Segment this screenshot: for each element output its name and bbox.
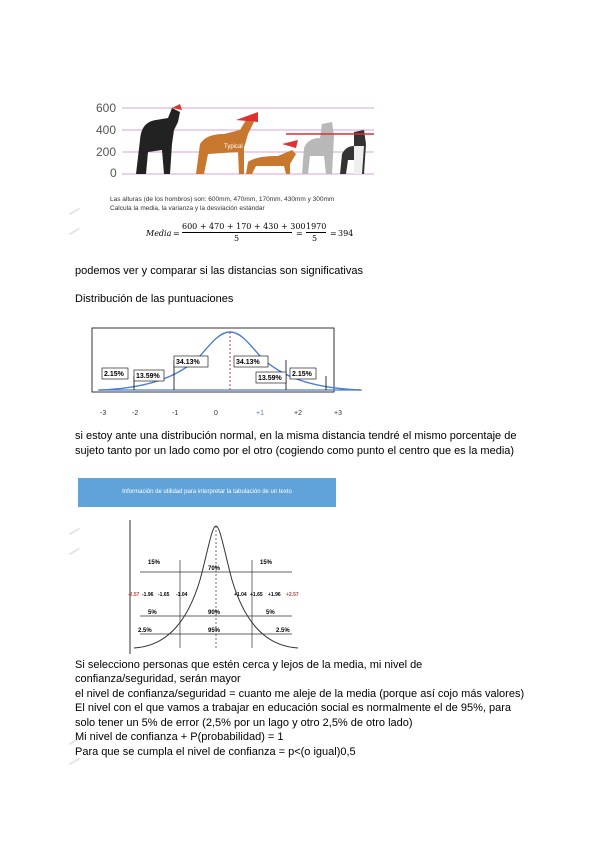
banner-text: Información de utilidad para interpretar la tabulación de un texto xyxy=(122,489,292,495)
center-pct: 95% xyxy=(208,628,221,634)
pct-label: 13.59% xyxy=(258,375,282,382)
paragraph-1: podemos ver y comparar si las distancias son significativas xyxy=(75,265,363,277)
paragraph-4-line-3: el nivel de confianza/seguridad = cuanto me aleje de la media (porque así cojo más valores) xyxy=(75,688,525,700)
pct-label: 2.15% xyxy=(292,371,312,378)
paragraph-4-line-6: Mi nivel de confianza + P(probabilidad) = 1 xyxy=(75,731,284,743)
section-heading: Distribución de las puntuaciones xyxy=(75,293,234,305)
z-value: -2.57 xyxy=(128,592,140,598)
formula-result: 394 xyxy=(338,229,354,238)
tail-pct: 2.5% xyxy=(276,628,290,634)
dogs-caption-line-1: Las alturas (de los hombros) son: 600mm, 470mm, 170mm, 430mm y 300mm xyxy=(110,196,335,203)
tail-pct: 2.5% xyxy=(138,628,152,634)
y-tick: 200 xyxy=(96,145,117,159)
confidence-interval-figure xyxy=(128,520,304,654)
paragraph-4-line-7: Para que se cumpla el nivel de confianza = p<(o igual)0,5 xyxy=(75,746,356,758)
tail-pct: 15% xyxy=(260,560,273,566)
paragraph-4-line-5: solo tener un 5% de error (2,5% por un lago y otro 2,5% de otro lado) xyxy=(75,717,413,729)
x-tick: -3 xyxy=(100,410,107,417)
y-tick: 400 xyxy=(96,123,117,137)
pct-label: 2.15% xyxy=(104,371,124,378)
x-tick: +2 xyxy=(294,410,302,417)
pct-label: 34.13% xyxy=(176,359,200,366)
z-value: -1.96 xyxy=(142,592,154,598)
paragraph-4-line-4: El nivel con el que vamos a trabajar en educación social es normalmente el de 95%, para xyxy=(75,702,511,714)
dachshund-shape xyxy=(246,150,296,174)
inner-label: Typical standard dev xyxy=(224,144,280,150)
x-tick: -2 xyxy=(132,410,139,417)
normal-distribution-figure xyxy=(90,326,370,418)
paragraph-4-line-2: confianza/seguridad, serán mayor xyxy=(75,673,241,685)
tail-pct: 5% xyxy=(266,610,275,616)
z-value: +1.04 xyxy=(234,592,247,598)
z-value: +2.57 xyxy=(286,592,299,598)
x-tick: 0 xyxy=(214,410,218,417)
paragraph-4-line-1: Si selecciono personas que estén cerca y lejos de la media, mi nivel de xyxy=(75,659,423,671)
x-tick: +3 xyxy=(334,410,342,417)
center-pct: 90% xyxy=(208,610,221,616)
tail-pct: 5% xyxy=(148,610,157,616)
dogs-caption-line-2: Calcula la media, la varianza y la desviación estándar xyxy=(110,205,265,212)
y-tick: 600 xyxy=(96,101,117,115)
pct-label: 34.13% xyxy=(236,359,260,366)
pct-label: 13.59% xyxy=(136,373,160,380)
formula-numerator-2: 1970 xyxy=(306,222,327,231)
center-pct: 70% xyxy=(208,566,221,572)
tail-pct: 15% xyxy=(148,560,161,566)
info-banner xyxy=(78,478,336,507)
paragraph-3-line-2: sujeto tanto por un lado como por el otro (cogiendo como punto el centro que es la media) xyxy=(75,445,515,457)
dogs-height-figure xyxy=(96,100,376,180)
formula-denominator: 5 xyxy=(234,234,240,243)
rottweiler-shape xyxy=(136,108,180,174)
formula-denominator-2: 5 xyxy=(312,234,318,243)
formula-label: Media xyxy=(146,229,172,238)
z-value: +1.65 xyxy=(250,592,263,598)
mean-formula: Media = 600 + 470 + 170 + 430 + 300 5 = 1970 5 = 394 xyxy=(146,222,354,243)
formula-numerator: 600 + 470 + 170 + 430 + 300 xyxy=(182,222,306,231)
x-tick: -1 xyxy=(172,410,179,417)
paragraph-3-line-1: si estoy ante una distribución normal, en la misma distancia tendré el mismo porcentaje de xyxy=(75,430,517,442)
x-tick: +1 xyxy=(256,410,264,417)
z-value: -1.65 xyxy=(158,592,170,598)
z-value: +1.96 xyxy=(268,592,281,598)
z-value: -1.04 xyxy=(176,592,188,598)
y-tick: 0 xyxy=(110,166,117,180)
